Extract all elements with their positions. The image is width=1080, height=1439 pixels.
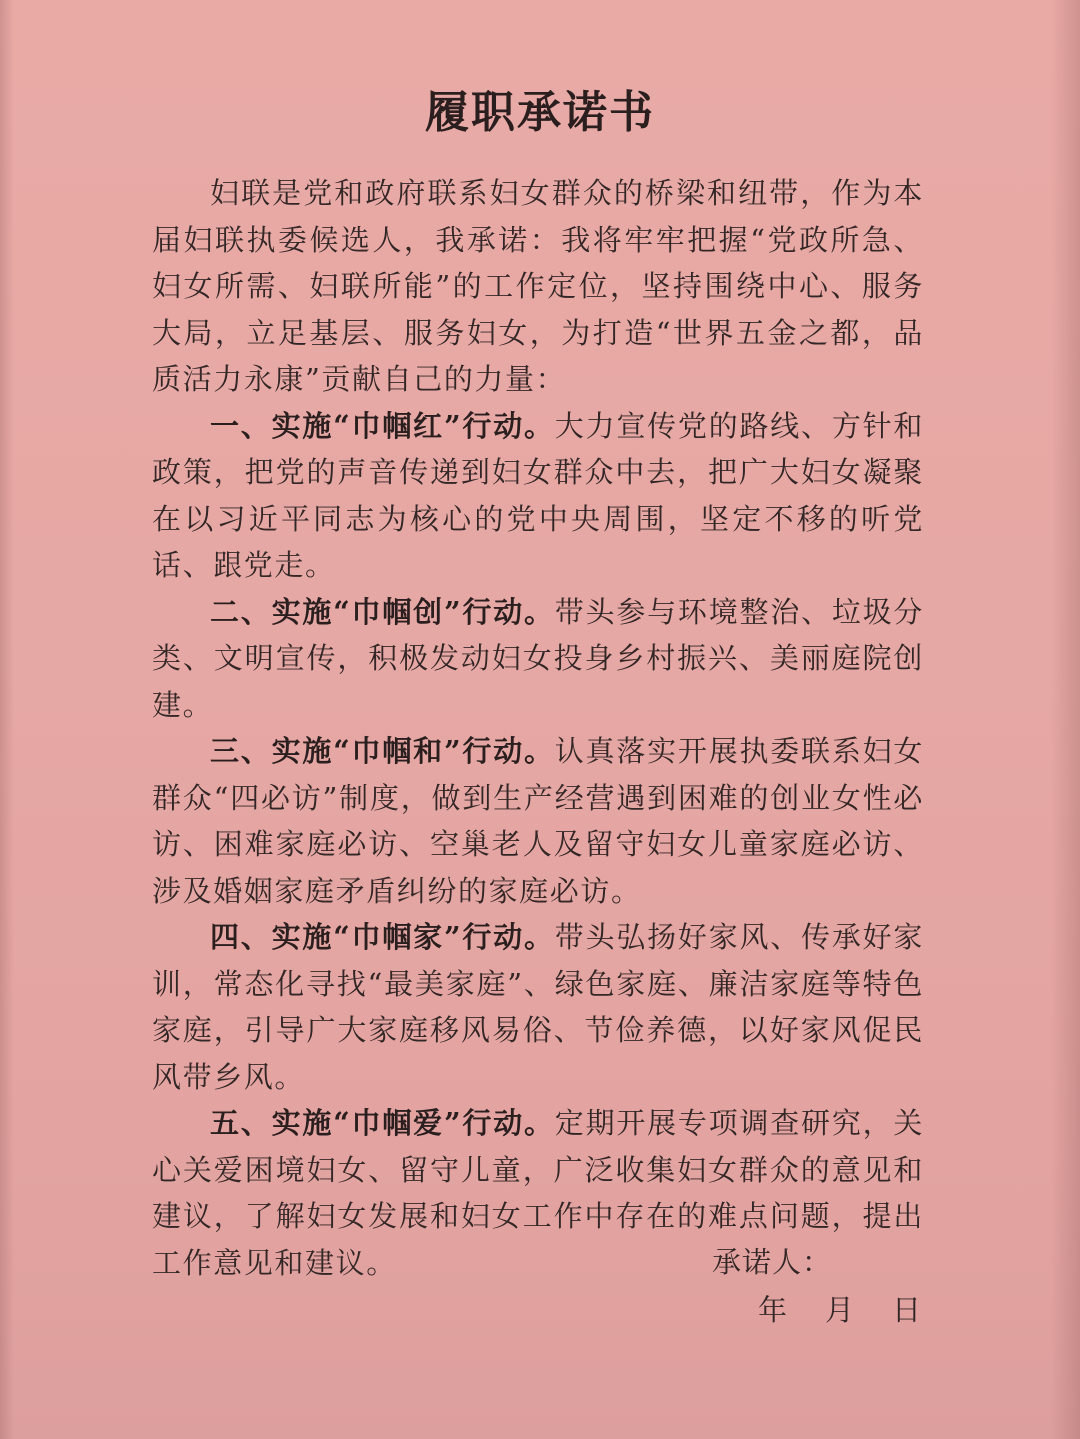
document-body	[152, 170, 924, 1286]
signature-label: 承诺人：	[712, 1245, 833, 1279]
section-3-lead: 三、实施“巾帼和”行动。	[210, 734, 555, 768]
page-right-shadow	[1050, 0, 1080, 1439]
section-4-lead: 四、实施“巾帼家”行动。	[210, 920, 555, 954]
section-2	[152, 589, 924, 729]
section-3-text: 认真落实开展执委联系妇女群众“四必访”制度，做到生产经营遇到困难的创业女性必访、困难家庭必访、空巢老人及留守妇女儿童家庭必访、涉及婚姻家庭矛盾纠纷的家庭必访。	[152, 734, 925, 908]
document-title: 履职承诺书	[425, 87, 655, 138]
section-2-text: 带头参与环境整治、垃圾分类、文明宣传，积极发动妇女投身乡村振兴、美丽庭院创建。	[152, 594, 925, 722]
section-3	[152, 728, 924, 914]
date-month: 月	[825, 1293, 855, 1327]
section-1-text: 大力宣传党的路线、方针和政策，把党的声音传递到妇女群众中去，把广大妇女凝聚在以习近平同志为核心的党中央周围，坚定不移的听党话、跟党走。	[152, 408, 925, 582]
intro-paragraph: 妇联是党和政府联系妇女群众的桥梁和纽带，作为本届妇联执委候选人，我承诺：我将牢牢把握“党政所急、妇女所需、妇联所能”的工作定位，坚持围绕中心、服务大局，立足基层、服务妇女，为打造“世界五金之都，品质活力永康”贡献自己的力量：	[152, 176, 924, 396]
section-5-lead: 五、实施“巾帼爱”行动。	[210, 1106, 555, 1140]
section-1-lead: 一、实施“巾帼红”行动。	[210, 408, 555, 443]
section-5-text: 定期开展专项调查研究，关心关爱困境妇女、留守儿童，广泛收集妇女群众的意见和建议，了解妇女发展和妇女工作中存在的难点问题，提出工作意见和建议。	[152, 1106, 925, 1280]
date-line	[758, 1288, 921, 1329]
section-4	[152, 914, 924, 1100]
section-1	[152, 403, 924, 589]
date-year: 年	[758, 1293, 788, 1327]
section-4-text: 带头弘扬好家风、传承好家训，常态化寻找“最美家庭”、绿色家庭、廉洁家庭等特色家庭，引导广大家庭移风易俗、节俭养德，以好家风促民风带乡风。	[152, 920, 925, 1094]
page-left-shadow	[0, 0, 14, 1439]
section-2-lead: 二、实施“巾帼创”行动。	[210, 594, 555, 629]
date-day: 日	[892, 1293, 922, 1327]
